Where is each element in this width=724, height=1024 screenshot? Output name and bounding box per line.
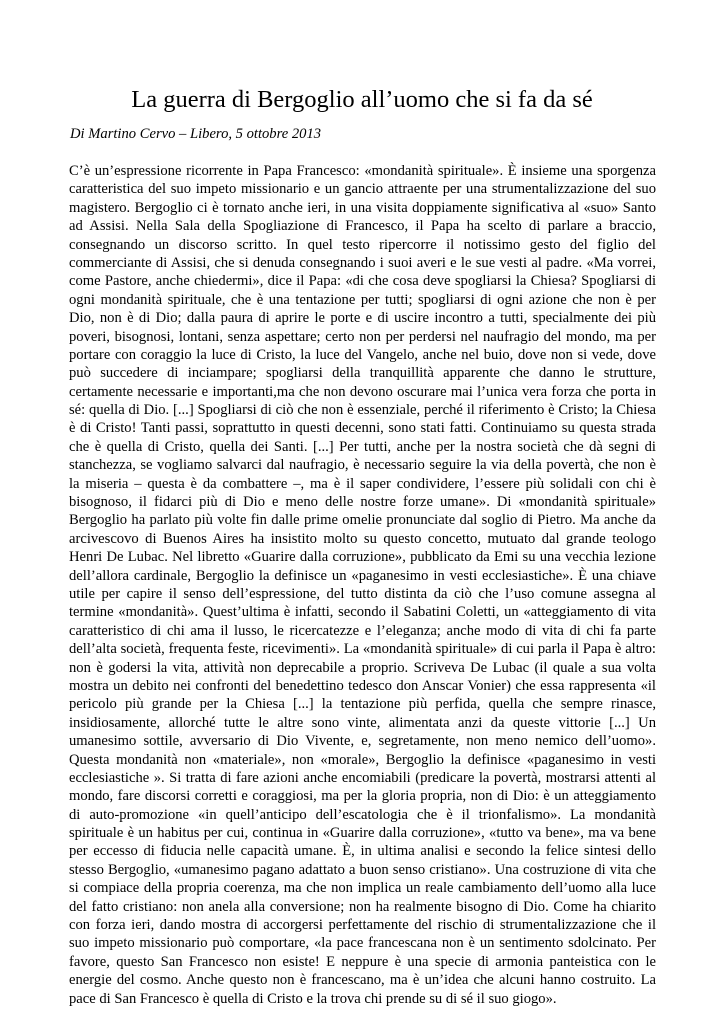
body-line: pericolo più grande per la Chiesa [...] la tentazione più perfida, quella che sempre rinasce, — [69, 696, 656, 713]
body-line: come Pastore, anche chiedermi», dice il Papa: «di che cosa deve spogliarsi la Chiesa? Spogliarsi di — [69, 273, 656, 290]
body-line: Dio, non è di Dio; dalla paura di aprire le porte e di uscire incontro a tutti, specialmente dei più — [69, 310, 656, 327]
body-line: dell’allora cardinale, Bergoglio la definisce un «paganesimo in vesti ecclesiastiche». È una chiave — [69, 567, 656, 584]
body-line: caratteristico di chi ama il lusso, le ricercatezze e l’eleganza; anche modo di vita di chi fa parte — [69, 622, 656, 639]
body-line: stanchezza, se vogliamo salvarci dal naufragio, è necessario seguire la via della povertà, che non è — [69, 457, 656, 474]
body-line: sé: quella di Dio. [...] Spogliarsi di ciò che non è essenziale, perché il riferimento è Cristo; la Chiesa — [69, 402, 656, 419]
body-line: mondo, fare discorsi corretti e coraggiosi, ma per la gloria propria, non di Dio: è un atteggiamento — [69, 788, 656, 805]
article-byline: Di Martino Cervo – Libero, 5 ottobre 2013 — [70, 126, 322, 142]
article-body — [69, 162, 656, 1008]
body-line: del fatto cristiano: non anela alla conversione; non ha realmente bisogno di Dio. Come ha chiarito — [69, 898, 656, 915]
body-line: si compiace della propria coerenza, ma che non implica un reale cambiamento dell’uomo alla luce — [69, 880, 656, 897]
body-line: commerciante di Assisi, che si denuda consegnando i suoi averi e le sue vesti al padre. «Ma vorrei, — [69, 254, 656, 271]
body-line: è di Cristo! Tanti passi, soprattutto in questi decenni, sono stati fatti. Continuiamo su questa strada — [69, 420, 656, 437]
body-line: utile per capire il senso dell’espressione, del tutto distinta da ciò che l’uso comune assegna al — [69, 585, 656, 602]
body-line: magistero. Bergoglio ci è tornato anche ieri, in una visita doppiamente significativa al «suo» Santo — [69, 199, 656, 216]
body-line: non è godersi la vita, attività non deprecabile a proprio. Scriveva De Lubac (il quale a sua volta — [69, 659, 656, 676]
body-line: mostra un debito nei confronti del benedettino tedesco don Anscar Vonier) che essa rappresenta «il — [69, 677, 656, 694]
body-line: certamente necessarie e importanti,ma che non devono oscurare mai l’unica vera forza che porta in — [69, 383, 656, 400]
body-line: consegnando un discorso scritto. In quel testo ripercorre il notissimo gesto del figlio del — [69, 236, 656, 253]
body-line: termine «mondanità». Quest’ultima è infatti, secondo il Sabatini Coletti, un «atteggiamento di vita — [69, 604, 656, 621]
body-line: arcivescovo di Buenos Aires ha insistito molto su questo concetto, mutuato dal grande teologo — [69, 530, 656, 547]
body-line: la miseria – questa è da combattere –, ma è il saper condividere, l’essere più solidali con chi è — [69, 475, 656, 492]
body-line: per eccesso di fiducia nelle capacità umane. È, in ultima analisi e secondo la felice sintesi dello — [69, 843, 656, 860]
body-line: favore, questo San Francesco non esiste! E neppure è una specie di armonia panteistica con le — [69, 953, 656, 970]
body-line: dell’alta società, frequenta feste, ricevimenti». La «mondanità spirituale» di cui parla il Papa è altro: — [69, 641, 656, 658]
body-line: pace di San Francesco è quella di Cristo e la trova chi prende su di sé il suo giogo». — [69, 990, 557, 1007]
body-line: ad Assisi. Nella Sala della Spogliazione di Francesco, il Papa ha scelto di parlare a braccio, — [69, 218, 656, 235]
body-line: portare con coraggio la luce di Cristo, la luce del Vangelo, anche nel buio, dove non si vede, dove — [69, 346, 656, 363]
body-line: Henri De Lubac. Nel libretto «Guarire dalla corruzione», pubblicato da Emi su una vecchia lezione — [69, 549, 656, 566]
body-line: C’è un’espressione ricorrente in Papa Francesco: «mondanità spirituale». È insieme una sporgenza — [69, 163, 656, 179]
body-line: stesso Bergoglio, «umanesimo pagano adattato a buon senso cristiano». Una costruzione di vita che — [69, 861, 656, 878]
body-line: può succedere di inciampare; spogliarsi della tranquillità apparente che danno le strutture, — [69, 365, 656, 382]
body-line: bisognoso, il fidarci più di Dio e meno delle nostre forze umane». Di «mondanità spirituale» — [69, 494, 656, 511]
body-line: energie del cosmo. Anche questo non è francescano, ma è un’idea che alcuni hanno costruito. La — [69, 972, 656, 989]
body-line: spirituale è un habitus per cui, continua in «Guarire dalla corruzione», «tutto va bene», ma va bene — [69, 825, 656, 842]
body-line: insidiosamente, allorché tutte le altre sono vinte, alimentata anzi da queste vittorie [...] Un — [69, 714, 656, 731]
body-line: ogni mondanità spirituale, che è una tentazione per tutti; spogliarsi di ogni azione che non è per — [69, 291, 656, 308]
body-line: suo impeto missionario può comportare, «la pace francescana non è un sentimento sdolcinato. Per — [69, 935, 656, 952]
body-line: con forza ieri, dando mostra di accorgersi perfettamente del rischio di strumentalizzazione che il — [69, 917, 656, 934]
body-line: poveri, bisognosi, lontani, senza aspettare; certo non per perdersi nel naufragio del mondo, ma per — [69, 328, 656, 345]
body-line: caratteristica del suo impeto missionario e un gancio attraente per una strumentalizzazione del suo — [69, 181, 656, 198]
body-line: di auto-promozione «in quell’anticipo dell’escatologia che è il trionfalismo». La mondanità — [69, 806, 656, 823]
body-line: Bergoglio ha parlato più volte fin dalle prime omelie pronunciate dal soglio di Pietro. Ma anche da — [69, 512, 656, 529]
body-line: Questa mondanità non «materiale», non «morale», Bergoglio la definisce «paganesimo in vesti — [69, 751, 656, 768]
body-line: umanesimo sottile, avversario di Dio Vivente, e, segretamente, non meno nemico dell’uomo». — [69, 733, 656, 750]
article-title: La guerra di Bergoglio all’uomo che si fa da sé — [131, 86, 593, 113]
body-line: ecclesiastiche ». Si tratta di fare azioni anche encomiabili (predicare la povertà, mostrarsi attenti al — [69, 769, 656, 786]
body-line: che è quella di Cristo, quella dei Santi. [...] Per tutti, anche per la nostra società che dà segni di — [69, 438, 656, 455]
